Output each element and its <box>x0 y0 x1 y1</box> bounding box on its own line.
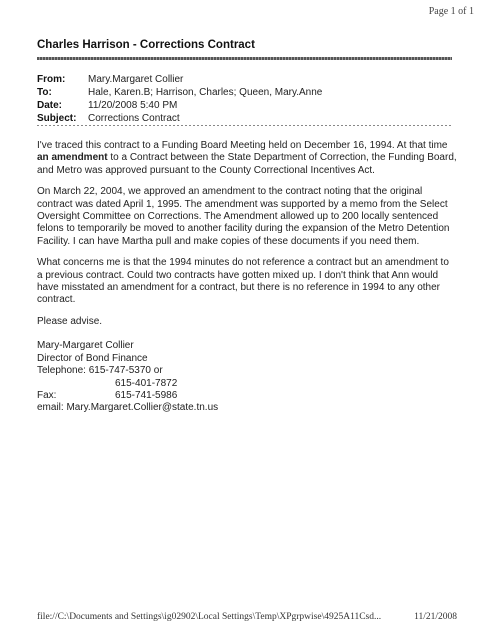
email-body <box>37 140 457 415</box>
signature-fax-label: Fax: <box>37 389 57 401</box>
paragraph-1-start: I've traced this contract to a Funding Board Meeting held on December 16, 1994. At that time <box>37 140 448 151</box>
signature-telephone-alt: 615-401-7872 <box>115 377 178 389</box>
paragraph-2: On March 22, 2004, we approved an amendment to the contract noting that the original contract was dated April 1, 1995. The amendment was supported by a memo from the Select Oversight Committee on Corrections. The Amendment allowed up to 200 locally sentenced felons to temporarily be moved to another facility during the expansion of the Metro Detention Facility. I can have Martha pull and make copies of these documents if you need them. <box>37 186 450 247</box>
header-divider <box>37 125 452 126</box>
footer-file-path: file://C:\Documents and Settings\ig02902\Local Settings\Temp\XPgrpwise\4925A11Csd... <box>37 612 382 622</box>
signature-fax-row <box>37 390 457 402</box>
signature-telephone: Telephone: 615-747-5370 or <box>37 365 163 377</box>
signature-email: email: Mary.Margaret.Collier@state.tn.us <box>37 402 219 414</box>
date-label: Date: <box>37 100 63 111</box>
print-footer <box>37 612 457 622</box>
signature-block <box>37 340 457 414</box>
to-row <box>37 86 322 99</box>
subject-row <box>37 112 322 125</box>
subject-value: Corrections Contract <box>88 113 180 124</box>
from-label: From: <box>37 74 66 85</box>
subject-label: Subject: <box>37 113 77 124</box>
to-label: To: <box>37 87 52 98</box>
paragraph-1-end: to a Contract between the State Department of Correction, the Funding Board, and Metro was approved pursuant to the County Correctional Incentives Act. <box>37 152 457 176</box>
email-title: Charles Harrison - Corrections Contract <box>37 39 255 51</box>
page-number: Page 1 of 1 <box>428 6 474 17</box>
paragraph-4: Please advise. <box>37 315 103 327</box>
paragraph-1-emphasis: an amendment <box>37 152 108 164</box>
signature-fax-value: 615-741-5986 <box>115 389 178 401</box>
date-value: 11/20/2008 5:40 PM <box>88 100 178 111</box>
to-value: Hale, Karen.B; Harrison, Charles; Queen, Mary.Anne <box>88 87 323 98</box>
from-row <box>37 73 322 86</box>
from-value: Mary.Margaret Collier <box>88 74 184 85</box>
title-divider <box>37 57 452 60</box>
date-row <box>37 99 322 112</box>
paragraph-3: What concerns me is that the 1994 minutes do not reference a contract but an amendment to a previous contract. Could two contracts have gotten mixed up. I don't think that Ann would have misstated an amendment for a contract, but there is no reference in 1994 to any other contract. <box>37 257 449 306</box>
signature-title: Director of Bond Finance <box>37 352 148 364</box>
email-header <box>37 73 322 125</box>
paragraph-1 <box>37 140 457 177</box>
footer-date: 11/21/2008 <box>414 612 457 622</box>
signature-name: Mary-Margaret Collier <box>37 340 134 352</box>
